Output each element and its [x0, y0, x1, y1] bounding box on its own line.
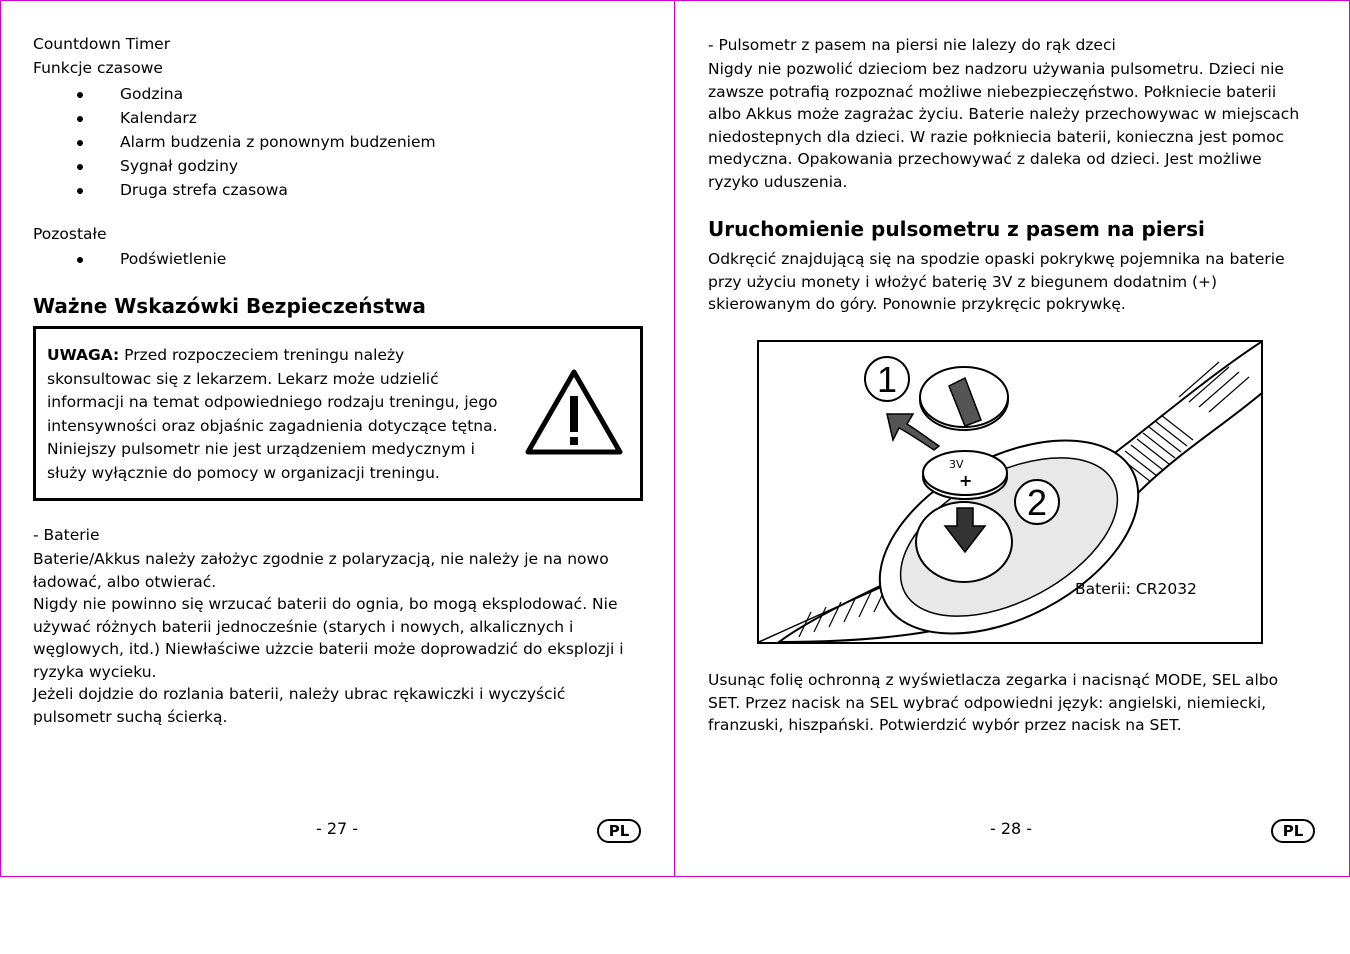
bullet-icon: [77, 164, 83, 170]
battery-illustration: [757, 340, 1263, 644]
setup-paragraph: Usunąc folię ochronną z wyświetlacza zegarka i nacisnąć MODE, SEL albo SET. Przez nacisk na SEL wybrać odpowiedni język: angielski, niemiecki, franzuski, hiszpański. Potwierdzić wybór przez nacisk na SET.: [708, 671, 1279, 734]
battery-paragraph-3: Jeżeli dojdzie do rozlania baterii, należy ubrac rękawiczki i wyczyścić pulsometr suchą ścierką.: [33, 685, 566, 726]
battery-voltage-label: 3V: [949, 458, 964, 471]
countdown-heading: Countdown Timer: [33, 35, 171, 53]
language-badge: PL: [597, 819, 641, 843]
warning-label: UWAGA:: [47, 346, 120, 364]
page-number: - 27 -: [316, 819, 359, 838]
page-number: - 28 -: [990, 819, 1033, 838]
bullet-icon: [77, 92, 83, 98]
right-page: [675, 0, 1349, 877]
step-1-label: 1: [876, 359, 898, 400]
battery-heading: - Baterie: [33, 526, 100, 544]
safety-title: Ważne Wskazówki Bezpieczeństwa: [33, 294, 426, 318]
other-heading: Pozostałe: [33, 225, 107, 243]
language-badge: PL: [1271, 819, 1315, 843]
functions-heading: Funkcje czasowe: [33, 59, 163, 77]
bullet-icon: [77, 116, 83, 122]
bullet-icon: [77, 188, 83, 194]
warning-text: UWAGA: Przed rozpoczeciem treningu należy skonsultowac się z lekarzem. Lekarz może udzielić informacji na temat odpowiedniego rodzaju treningu, jego intensywności oraz objaśnic zagadnienia dotyczące tętna. Niniejszy pulsometr nie jest urządzeniem medycznym i służy wyłącznie do pomocy w organizacji treningu.: [47, 346, 498, 482]
left-page: Countdown Timer Funkcje czasowe Godzina Kalendarz Alarm budzenia z ponownym budzeniem Sygnał godziny Druga strefa czasowa Pozostałe Podświetlenie Ważne Wskazówki Bezpieczeństwa UWAGA: Przed rozpoczeciem treningu należy skonsultowac się z lekarzem. Lekarz może udzielić informacji na temat odpowiedniego rodzaju treningu, jego intensywności oraz objaśnic zagadnienia dotyczące tętna. Niniejszy pulsometr nie jest urządzeniem medycznym i służy wyłącznie do pomocy w organizacji treningu. - Baterie Baterie/Akkus należy założyc zgodnie z polaryzacją, nie należy je na nowo ładować, albo otwierać. Nigdy nie powinno się wrzucać baterii do ognia, bo mogą eksplodować. Nie używać różnych baterii jednocześnie (starych i nowych, alkalicznych i węglowych, itd.) Niewłaściwe użzcie baterii może doprowadzić do eksplozji i ryzyka wycieku. Jeżeli dojdzie do rozlania baterii, należy ubrac rękawiczki i wyczyścić pulsometr suchą ścierką. - 27 - PL: [0, 0, 674, 877]
battery-plus-label: +: [959, 471, 973, 490]
battery-paragraph-2: Nigdy nie powinno się wrzucać baterii do ognia, bo mogą eksplodować. Nie używać różnych baterii jednocześnie (starych i nowych, alkalicznych i węglowych, itd.) Niewłaściwe użzcie baterii może doprowadzić do eksplozji i ryzyka wycieku.: [33, 595, 624, 681]
bullet-icon: [77, 140, 83, 146]
battery-paragraph-1: Baterie/Akkus należy założyc zgodnie z polaryzacją, nie należy je na nowo ładować, albo otwierać.: [33, 550, 609, 591]
kids-paragraph: Nigdy nie pozwolić dzieciom bez nadzoru używania pulsometru. Dzieci nie zawsze potrafią rozpoznać możliwe niebezpieczęństwo. Połkniecie baterii albo Akkus może zagrażac życiu. Baterie należy przechowywac w miejscach niedostepnych dla dzieci. W razie połkniecia baterii, konieczna jest pomoc medyczna. Opakowania przechowywać z daleka od dzieci. Jest możliwe ryzyko uduszenia.: [708, 60, 1300, 191]
startup-title: Uruchomienie pulsometru z pasem na piersi: [708, 217, 1205, 241]
illustration-caption: Baterii: CR2032: [1075, 580, 1197, 598]
bullet-icon: [77, 257, 83, 263]
warning-triangle-icon: [525, 368, 623, 456]
startup-paragraph: Odkręcić znajdującą się na spodzie opaski pokrykwę pojemnika na baterie przy użyciu monety i włożyć baterię 3V z biegunem dodatnim (+) skierowanym do góry. Ponownie przykręcic pokrywkę.: [708, 250, 1285, 313]
step-2-label: 2: [1026, 482, 1048, 523]
warning-box: [33, 326, 643, 501]
kids-heading: - Pulsometr z pasem na piersi nie lalezy do rąk dzeci: [708, 36, 1116, 54]
